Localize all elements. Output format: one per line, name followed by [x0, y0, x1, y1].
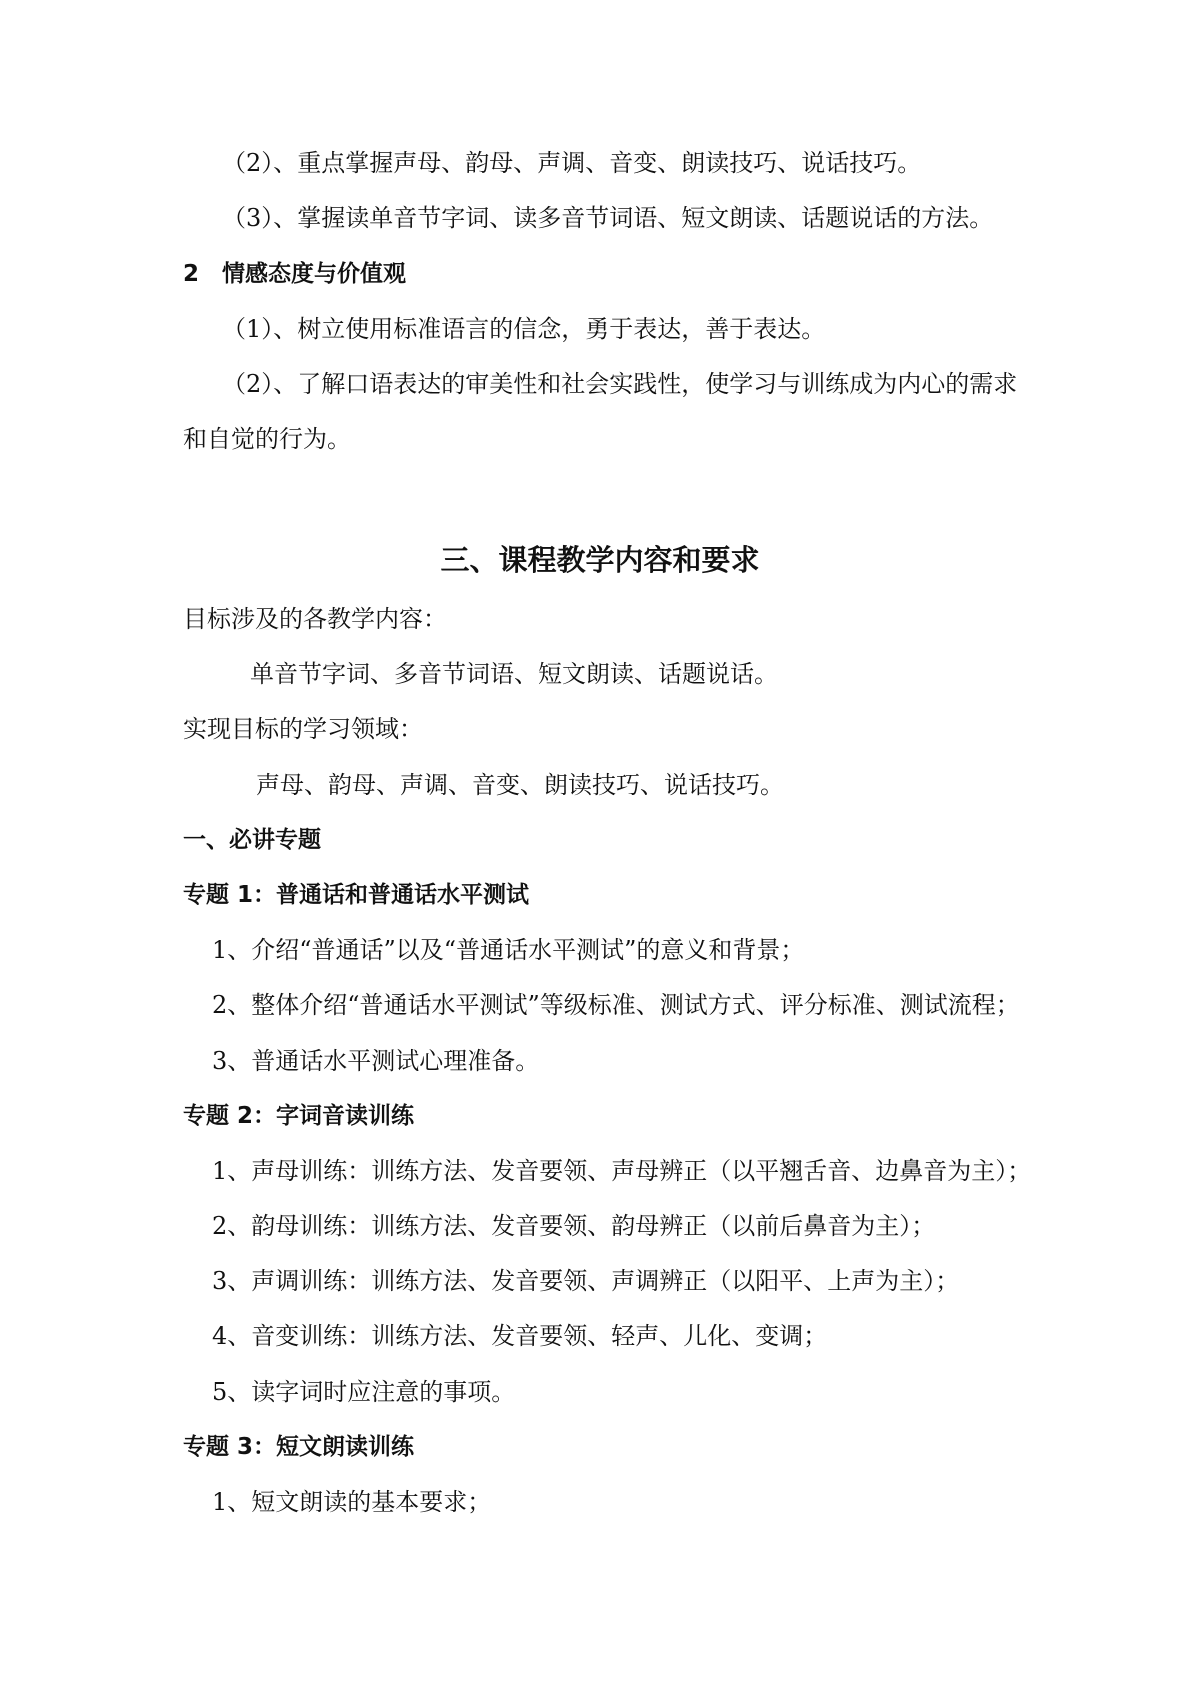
list-item: 1、介绍“普通话”以及“普通话水平测试”的意义和背景； — [212, 936, 805, 964]
paragraph-line: （2）、了解口语表达的审美性和社会实践性，使学习与训练成为内心的需求 — [222, 370, 1018, 398]
paragraph-line: 单音节字词、多音节词语、短文朗读、话题说话。 — [250, 660, 778, 688]
topic-title: 专题 1：普通话和普通话水平测试 — [183, 882, 530, 908]
paragraph-line: 目标涉及的各教学内容： — [183, 605, 447, 633]
paragraph-line: 实现目标的学习领域： — [183, 715, 423, 743]
list-item: 3、声调训练：训练方法、发音要领、声调辨正（以阳平、上声为主）； — [212, 1267, 960, 1295]
paragraph-line: （1）、树立使用标准语言的信念，勇于表达，善于表达。 — [222, 315, 826, 343]
section-heading: 2 情感态度与价值观 — [183, 261, 407, 287]
list-item: 4、音变训练：训练方法、发音要领、轻声、儿化、变调； — [212, 1322, 828, 1350]
paragraph-line: （2）、重点掌握声母、韵母、声调、音变、朗读技巧、说话技巧。 — [222, 149, 922, 177]
subsection-heading: 一、必讲专题 — [183, 827, 321, 853]
topic-title: 专题 3：短文朗读训练 — [183, 1434, 415, 1460]
topic-title: 专题 2：字词音读训练 — [183, 1103, 415, 1129]
list-item: 1、声母训练：训练方法、发音要领、声母辨正（以平翘舌音、边鼻音为主）； — [212, 1157, 1032, 1185]
chapter-title: 三、课程教学内容和要求 — [440, 543, 760, 577]
paragraph-line: 声母、韵母、声调、音变、朗读技巧、说话技巧。 — [256, 771, 784, 799]
list-item: 3、普通话水平测试心理准备。 — [212, 1047, 540, 1075]
list-item: 1、短文朗读的基本要求； — [212, 1488, 492, 1516]
list-item: 5、读字词时应注意的事项。 — [212, 1378, 516, 1406]
list-item: 2、韵母训练：训练方法、发音要领、韵母辨正（以前后鼻音为主）； — [212, 1212, 936, 1240]
list-item: 2、整体介绍“普通话水平测试”等级标准、测试方式、评分标准、测试流程； — [212, 991, 1020, 1019]
paragraph-line: 和自觉的行为。 — [183, 425, 351, 453]
paragraph-line: （3）、掌握读单音节字词、读多音节词语、短文朗读、话题说话的方法。 — [222, 204, 994, 232]
